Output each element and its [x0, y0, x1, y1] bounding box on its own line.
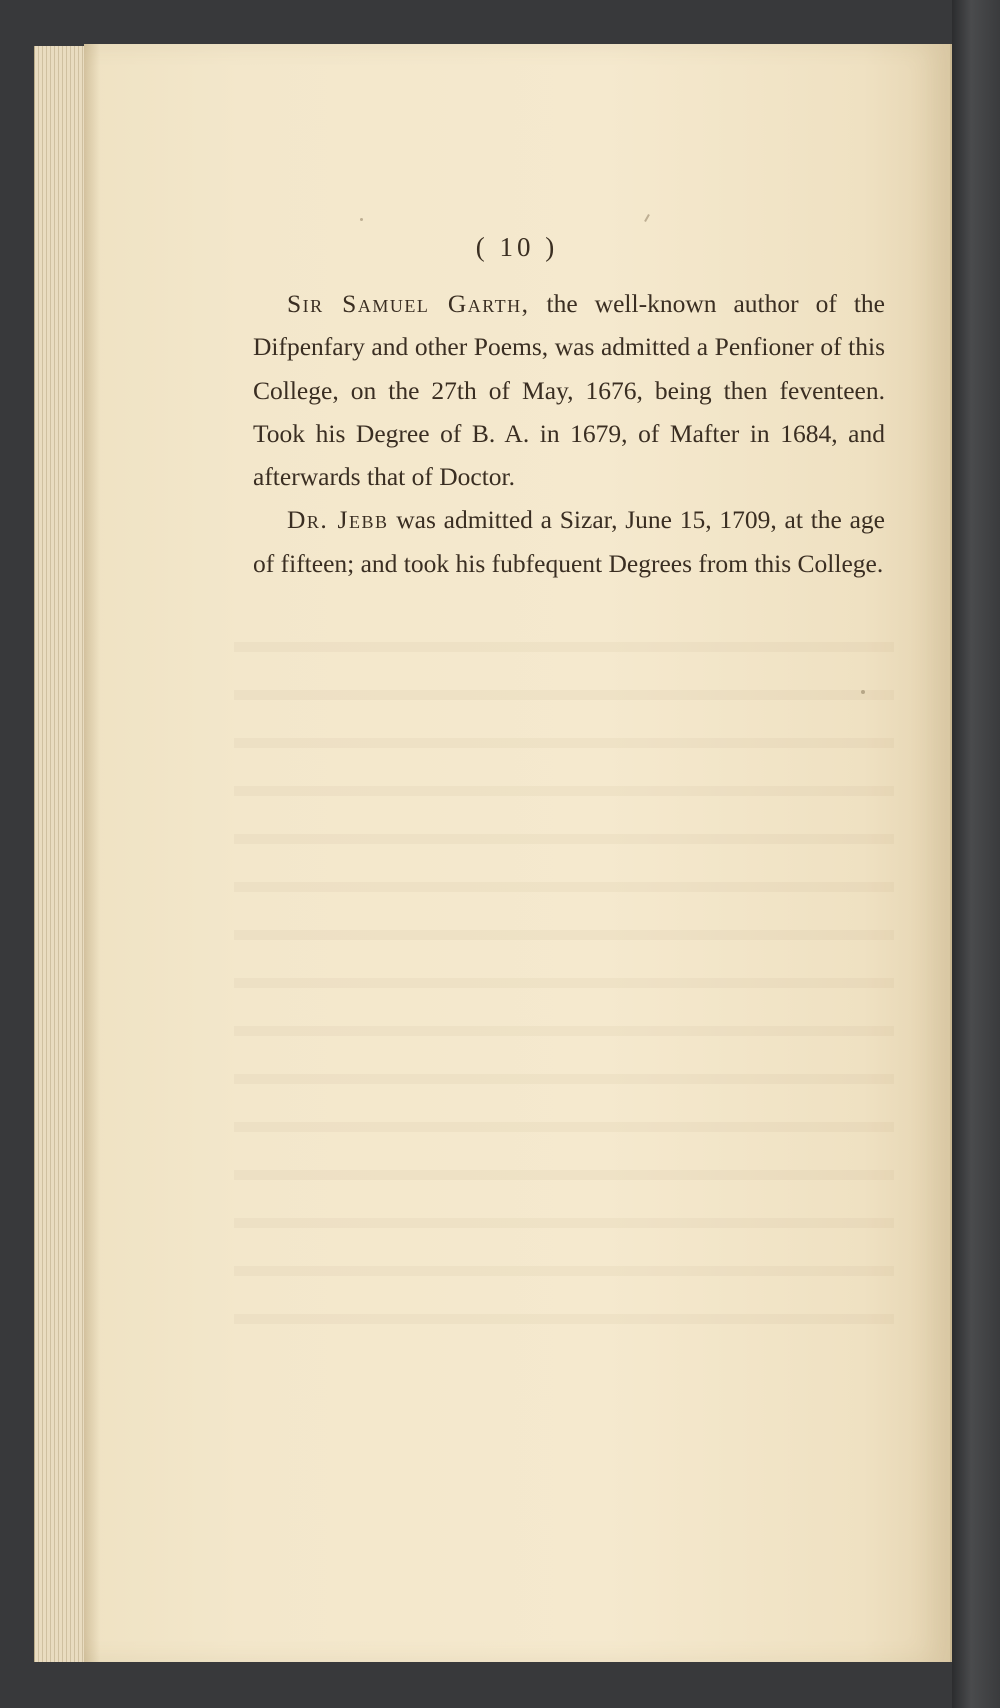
- show-through-from-reverse: [234, 604, 894, 1324]
- name-garth: Sir Samuel Garth,: [287, 289, 530, 318]
- paragraph-jebb: [253, 498, 885, 585]
- paragraph-jebb-text: was admitted a Sizar, June 15, 1709, at the age of fifteen; and took his fubfequent Degrees from this College.: [253, 505, 885, 578]
- page-gutter-shadow: [84, 44, 100, 1662]
- name-jebb: Dr. Jebb: [287, 505, 389, 535]
- paper-mark: [861, 690, 865, 694]
- page-body-text: [253, 282, 885, 585]
- paragraph-garth-text: the well-known author of the Difpenfary and other Poems, was admitted a Penfioner of this College, on the 27th of May, 1676, being then feventeen. Took his Degree of B. A. in 1679, of Mafter in 1684, and afterwards that of Doctor.: [253, 289, 885, 492]
- page-number: ( 10 ): [475, 232, 559, 262]
- page-stack-edges: [34, 46, 91, 1662]
- paragraph-garth: [253, 282, 885, 498]
- paper-mark: [360, 218, 363, 221]
- opposite-page-edge: [952, 0, 1000, 1708]
